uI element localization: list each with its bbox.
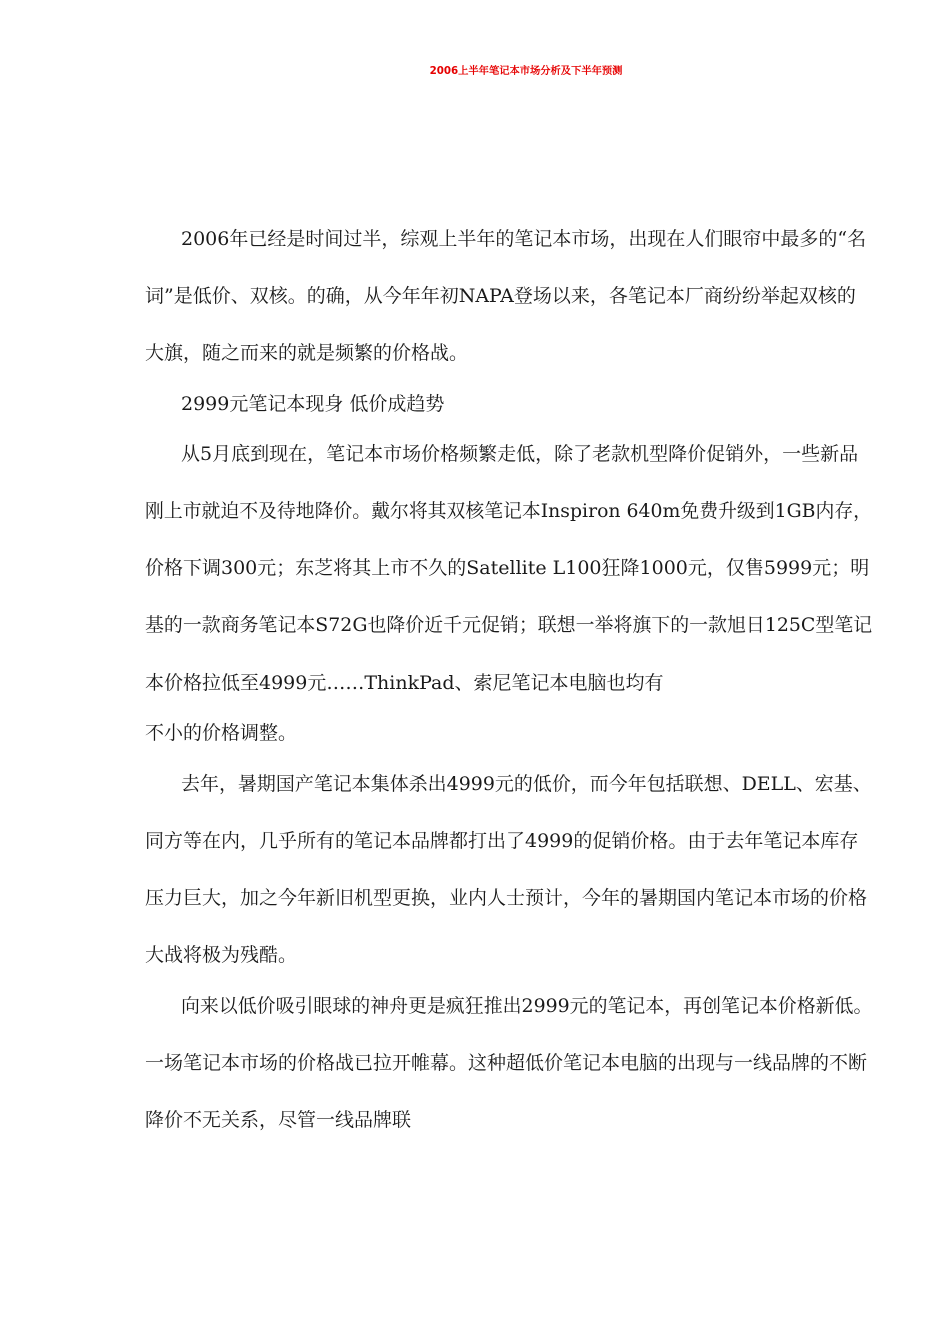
paragraph-line: 基的一款商务笔记本S72G也降价近千元促销；联想一举将旗下的一款旭日125C型笔记 (145, 614, 873, 636)
paragraph-line: 本价格拉低至4999元……ThinkPad、索尼笔记本电脑也均有 (145, 672, 664, 694)
paragraph-line: 压力巨大，加之今年新旧机型更换，业内人士预计，今年的暑期国内笔记本市场的价格 (145, 887, 868, 909)
paragraph-line: 一场笔记本市场的价格战已拉开帷幕。这种超低价笔记本电脑的出现与一线品牌的不断 (145, 1052, 868, 1074)
paragraph-line: 价格下调300元；东芝将其上市不久的Satellite L100狂降1000元，仅售5999元；明 (145, 557, 870, 579)
section-heading: 2999元笔记本现身 低价成趋势 (181, 393, 445, 415)
paragraph-line: 降价不无关系，尽管一线品牌联 (145, 1109, 412, 1131)
paragraph-line: 大旗，随之而来的就是频繁的价格战。 (145, 342, 469, 364)
paragraph-line: 同方等在内，几乎所有的笔记本品牌都打出了4999的促销价格。由于去年笔记本库存 (145, 830, 859, 852)
paragraph-line: 词”是低价、双核。的确，从今年年初NAPA登场以来，各笔记本厂商纷纷举起双核的 (145, 285, 856, 307)
paragraph-line: 2006年已经是时间过半，综观上半年的笔记本市场，出现在人们眼帘中最多的“名 (181, 228, 867, 250)
document-title: 2006上半年笔记本市场分析及下半年预测 (429, 65, 623, 77)
paragraph-line: 不小的价格调整。 (145, 722, 298, 744)
paragraph-line: 从5月底到现在，笔记本市场价格频繁走低，除了老款机型降价促销外，一些新品 (181, 443, 859, 465)
paragraph-line: 大战将极为残酷。 (145, 944, 298, 966)
paragraph-line: 刚上市就迫不及待地降价。戴尔将其双核笔记本Inspiron 640m免费升级到1GB内存， (145, 500, 873, 522)
paragraph-line: 去年，暑期国产笔记本集体杀出4999元的低价，而今年包括联想、DELL、宏基、 (181, 773, 872, 795)
paragraph-line: 向来以低价吸引眼球的神舟更是疯狂推出2999元的笔记本，再创笔记本价格新低。 (181, 995, 873, 1017)
